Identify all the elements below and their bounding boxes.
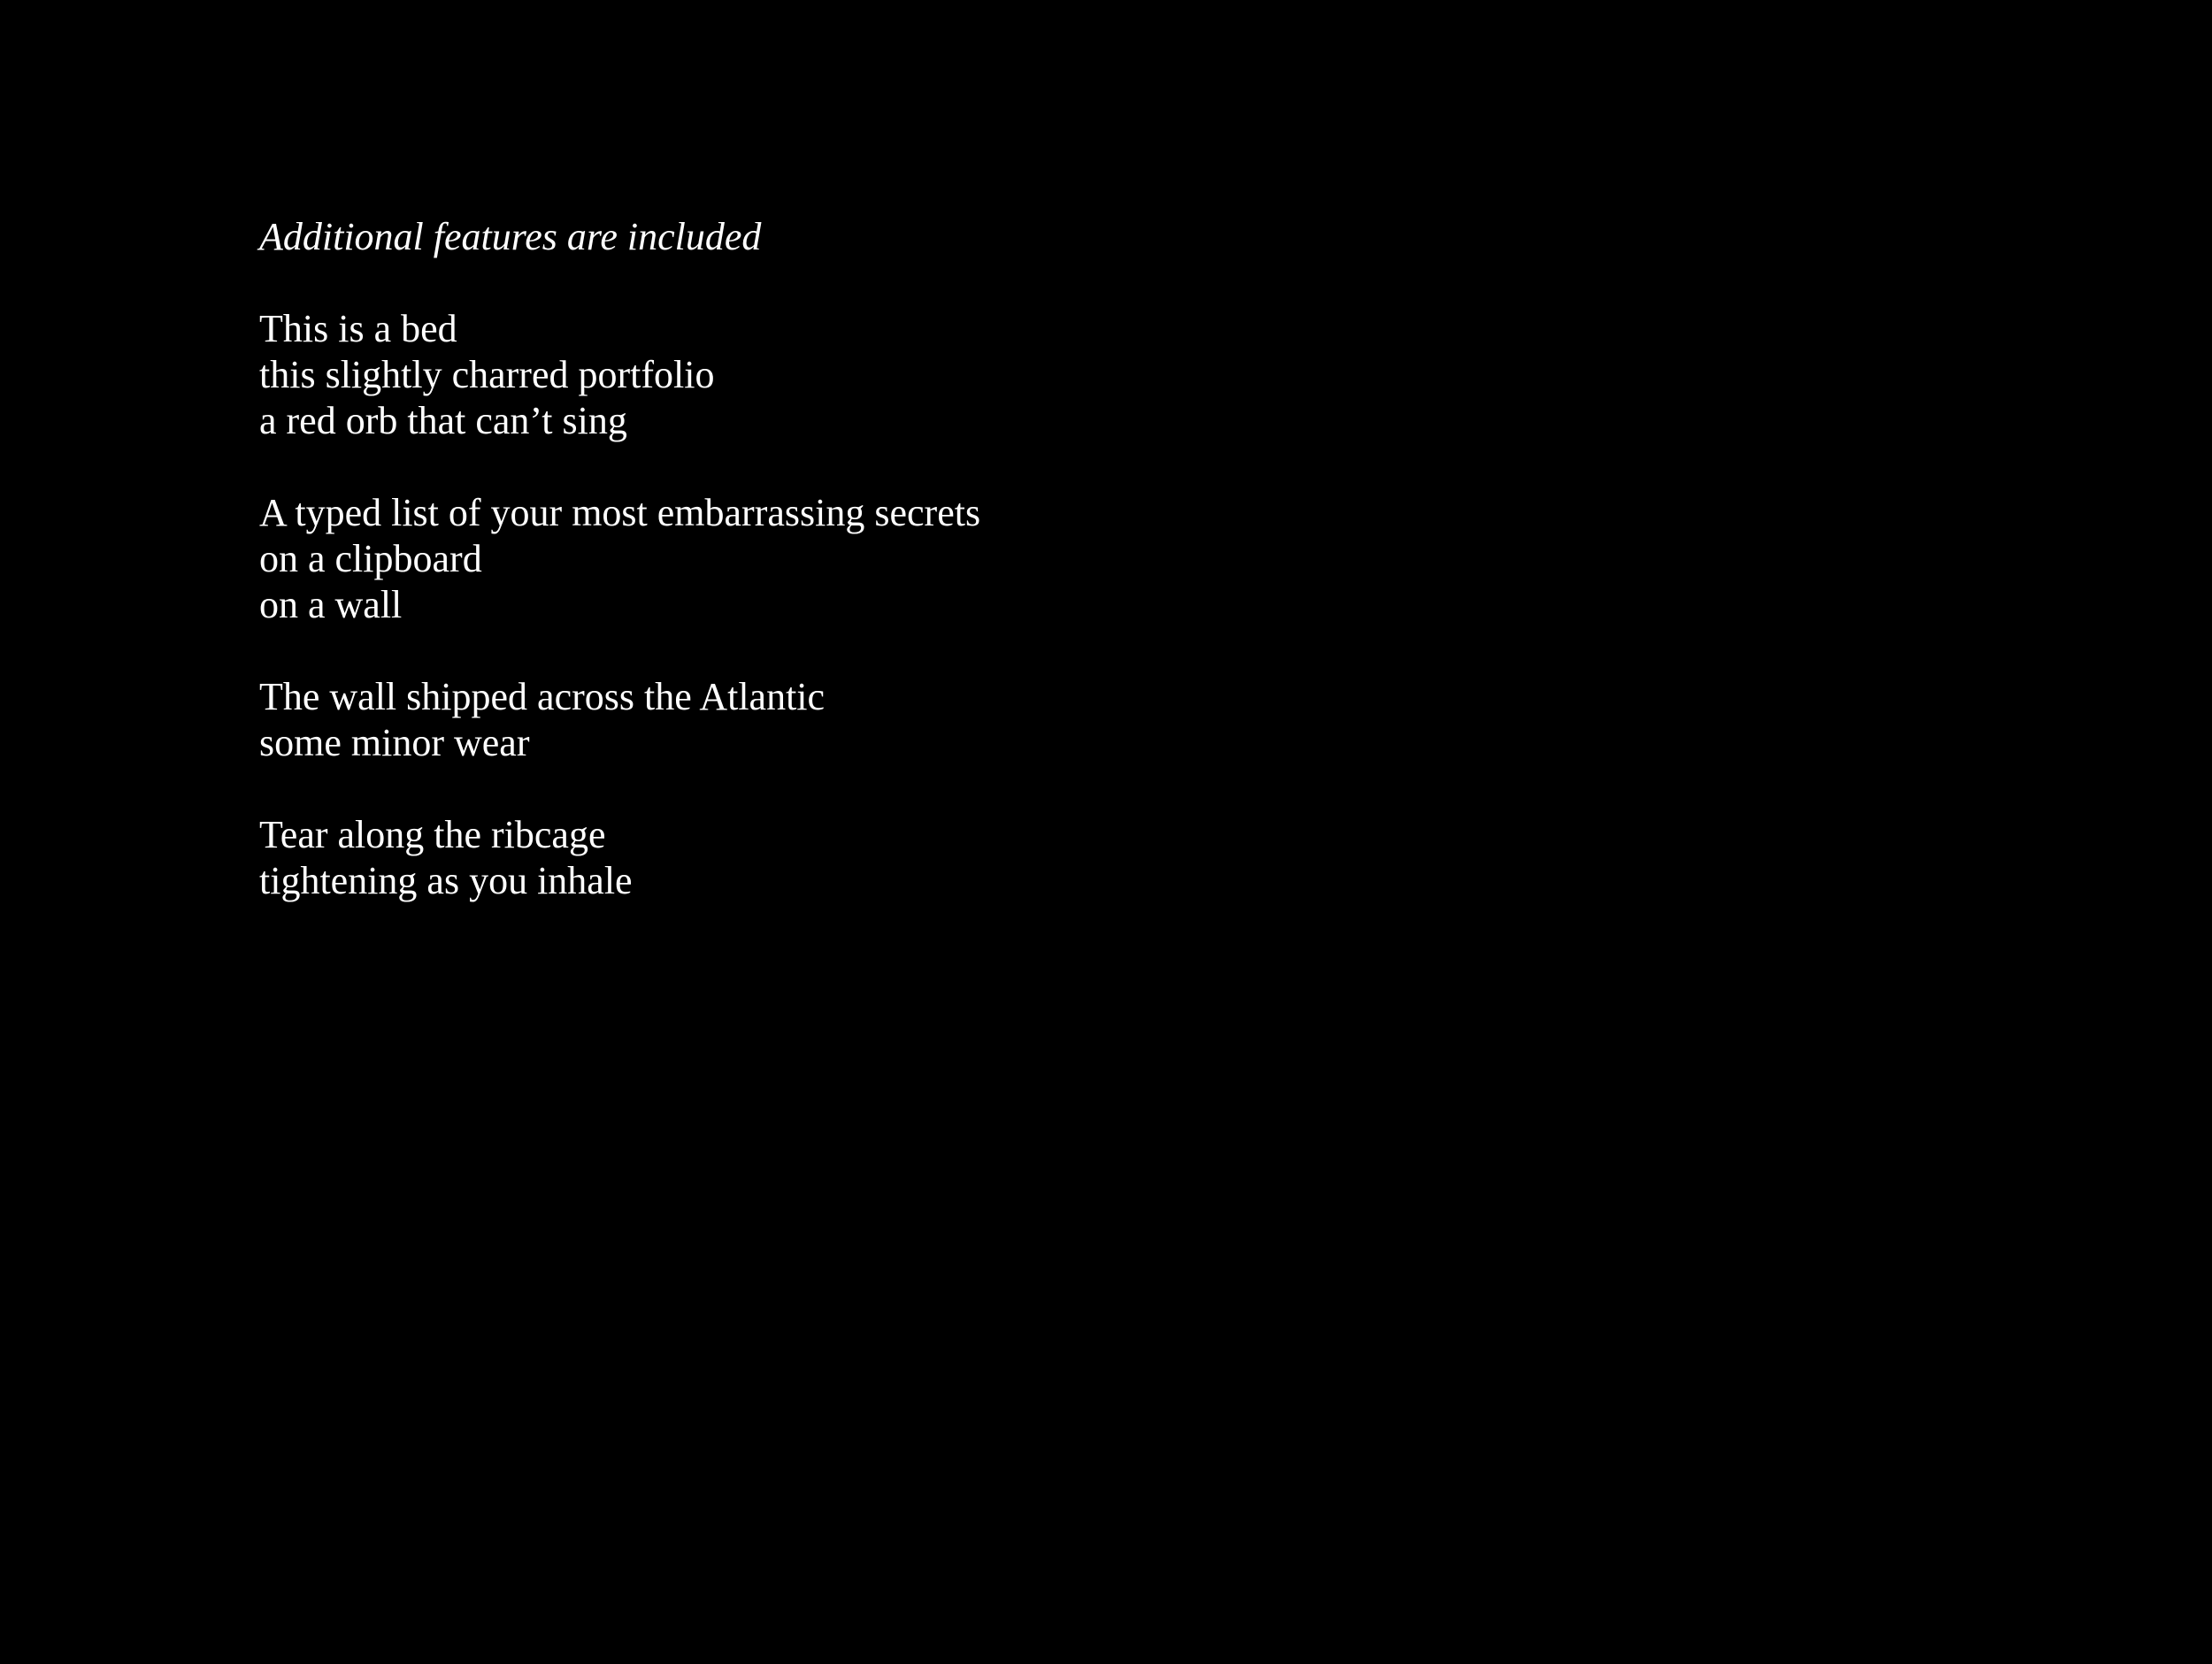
stanza-2	[259, 490, 980, 628]
poem-line: this slightly charred portfolio	[259, 353, 715, 396]
poem-line: tightening as you inhale	[259, 859, 633, 902]
poem-line: on a wall	[259, 583, 403, 626]
poem-line: This is a bed	[259, 307, 457, 350]
poem-line: some minor wear	[259, 721, 530, 764]
poem-line: Tear along the ribcage	[259, 813, 606, 856]
poem-line: on a clipboard	[259, 537, 482, 580]
poem-title: Additional features are included	[259, 215, 762, 258]
poem-line: a red orb that can’t sing	[259, 399, 627, 442]
poem-line: A typed list of your most embarrassing secrets	[259, 491, 981, 534]
stanza-1	[259, 306, 980, 444]
poem-line: The wall shipped across the Atlantic	[259, 675, 826, 718]
poem	[259, 214, 980, 904]
stanza-3	[259, 674, 980, 766]
stanza-4	[259, 812, 980, 904]
